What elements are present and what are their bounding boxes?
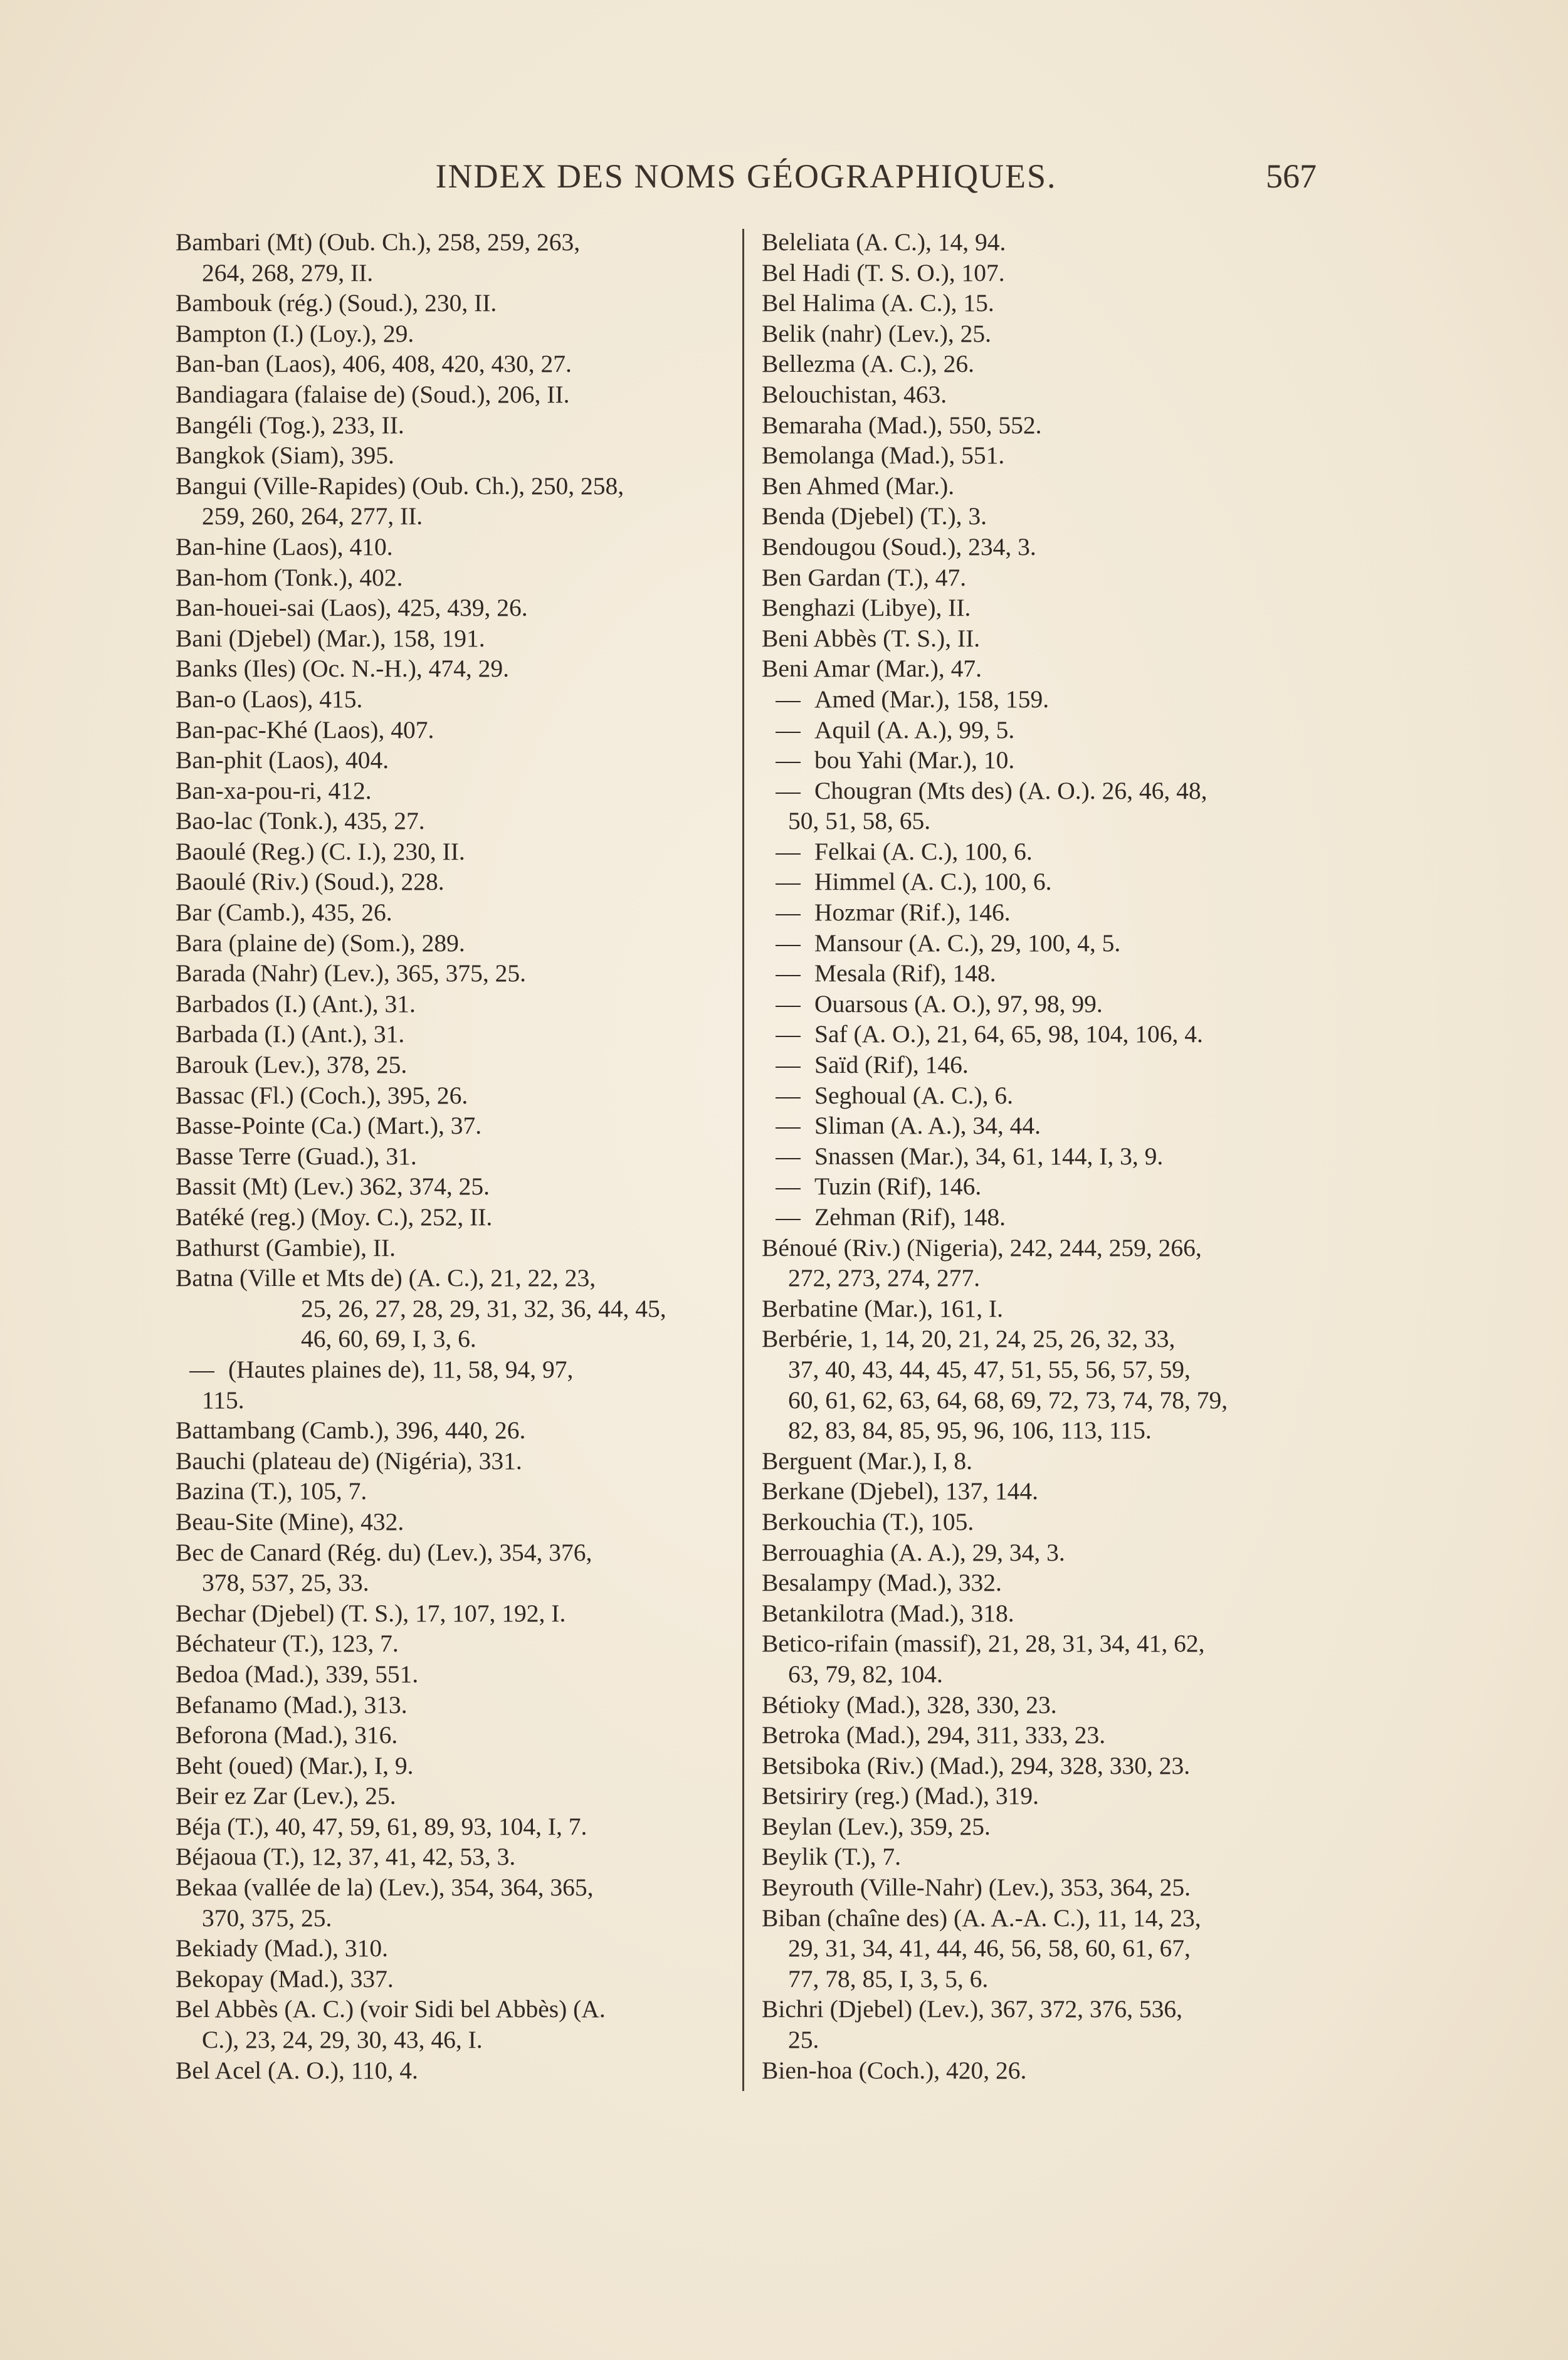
index-entry	[762, 1050, 1320, 1080]
index-entry	[176, 989, 740, 1019]
index-entry	[762, 867, 1320, 897]
index-entry-line: Batna (Ville et Mts de) (A. C.), 21, 22, 23,	[176, 1264, 596, 1292]
index-entry	[762, 1751, 1320, 1781]
index-entry-line	[762, 928, 1320, 959]
running-title: INDEX DES NOMS GÉOGRAPHIQUES.	[435, 157, 1057, 195]
index-entry	[176, 1690, 740, 1720]
index-entry	[762, 1110, 1320, 1141]
index-entry-line: Bangui (Ville-Rapides) (Oub. Ch.), 250, 258,	[176, 471, 624, 500]
index-entry-line: Bani (Djebel) (Mar.), 158, 191.	[176, 624, 485, 652]
index-entry	[762, 288, 1320, 319]
index-entry	[762, 562, 1320, 593]
index-entry-continuation: 272, 273, 274, 277.	[788, 1264, 981, 1292]
index-entry	[762, 1994, 1320, 2055]
index-entry-line: Betico-rifain (massif), 21, 28, 31, 34, 41, 62,	[762, 1630, 1205, 1658]
ditto-dash: —	[776, 1051, 801, 1079]
ditto-dash: —	[776, 1142, 801, 1170]
index-entry-line	[762, 715, 1320, 745]
index-entry-line: Bangéli (Tog.), 233, II.	[176, 411, 404, 439]
index-entry	[762, 653, 1320, 684]
index-entry-line: Beni Amar (Mar.), 47.	[762, 655, 982, 683]
index-entry	[762, 1476, 1320, 1507]
index-entry	[176, 1263, 740, 1354]
index-entry	[176, 836, 740, 867]
index-entry	[762, 836, 1320, 867]
index-entry-continuation: 264, 268, 279, II.	[202, 258, 374, 287]
index-entry	[762, 928, 1320, 959]
index-entry-line: Bangkok (Siam), 395.	[176, 441, 394, 470]
index-entry-line: Bekaa (vallée de la) (Lev.), 354, 364, 365,	[176, 1873, 594, 1902]
index-entry	[762, 1202, 1320, 1233]
index-entry-text: Felkai (A. C.), 100, 6.	[814, 837, 1033, 865]
index-entry	[176, 1964, 740, 1994]
ditto-dash: —	[776, 989, 801, 1018]
ditto-dash: —	[776, 898, 801, 927]
index-entry-line	[762, 776, 1320, 806]
index-entry	[176, 1720, 740, 1751]
index-entry	[176, 1537, 740, 1598]
index-entry	[176, 1019, 740, 1050]
index-entry-line: Barbada (I.) (Ant.), 31.	[176, 1020, 405, 1048]
index-entry-line: Bechar (Djebel) (T. S.), 17, 107, 192, I.	[176, 1599, 566, 1627]
index-entry-line: Beir ez Zar (Lev.), 25.	[176, 1782, 396, 1810]
index-entry	[762, 1507, 1320, 1537]
index-entry	[762, 258, 1320, 288]
index-entry	[176, 2055, 740, 2086]
index-entry	[762, 958, 1320, 989]
index-entry-line: Barada (Nahr) (Lev.), 365, 375, 25.	[176, 959, 527, 988]
index-entry-line	[762, 897, 1320, 928]
index-entry	[762, 684, 1320, 715]
index-entry-line: Beylik (T.), 7.	[762, 1843, 901, 1871]
index-entry-line: Betroka (Mad.), 294, 311, 333, 23.	[762, 1721, 1106, 1749]
index-entry-line: Bao-lac (Tonk.), 435, 27.	[176, 807, 425, 835]
ditto-dash: —	[776, 1112, 801, 1140]
index-entry	[176, 958, 740, 989]
ditto-dash: —	[776, 715, 801, 744]
index-entry	[176, 776, 740, 806]
index-entry-continuation: 60, 61, 62, 63, 64, 68, 69, 72, 73, 74, 78, 79,	[788, 1386, 1228, 1414]
index-entry	[176, 288, 740, 319]
index-entry-line: Bellezma (A. C.), 26.	[762, 350, 974, 378]
index-entry-line	[762, 1080, 1320, 1111]
index-entry-line	[762, 1171, 1320, 1202]
index-entry	[176, 227, 740, 288]
index-entry-line: Ban-xa-pou-ri, 412.	[176, 776, 372, 804]
index-entry-line: Bel Acel (A. O.), 110, 4.	[176, 2056, 418, 2084]
index-entry	[762, 1598, 1320, 1629]
index-entry	[762, 1903, 1320, 1994]
index-entry	[176, 471, 740, 532]
index-entry	[762, 1781, 1320, 1811]
index-entry-text: Seghoual (A. C.), 6.	[814, 1081, 1014, 1109]
index-entry-line: Besalampy (Mad.), 332.	[762, 1569, 1002, 1597]
index-entry-line: Ban-houei-sai (Laos), 425, 439, 26.	[176, 594, 528, 622]
index-entry-line: Bec de Canard (Rég. du) (Lev.), 354, 376,	[176, 1538, 592, 1566]
index-entry-line	[762, 836, 1320, 867]
index-entry	[176, 745, 740, 776]
index-entry	[762, 715, 1320, 745]
index-entry-text: Aquil (A. A.), 99, 5.	[814, 715, 1015, 744]
index-entry-line: Ban-phit (Laos), 404.	[176, 746, 389, 774]
ditto-dash: —	[776, 868, 801, 896]
index-entry	[762, 471, 1320, 502]
index-entry	[762, 776, 1320, 836]
index-entry-line: Basse-Pointe (Ca.) (Mart.), 37.	[176, 1112, 482, 1140]
index-entry	[762, 1141, 1320, 1172]
index-entry	[176, 1659, 740, 1690]
index-entry-line: Beylan (Lev.), 359, 25.	[762, 1812, 991, 1840]
index-entry	[176, 1872, 740, 1933]
index-entry	[762, 1171, 1320, 1202]
index-entry-continuation: 25, 26, 27, 28, 29, 31, 32, 36, 44, 45,	[301, 1294, 666, 1322]
index-entry	[176, 1841, 740, 1872]
index-entry	[762, 1811, 1320, 1842]
index-entry-line: Bara (plaine de) (Som.), 289.	[176, 929, 465, 957]
index-entry-line: Baoulé (Riv.) (Soud.), 228.	[176, 868, 445, 896]
index-entry	[762, 745, 1320, 776]
index-entry	[762, 1324, 1320, 1445]
index-entry	[176, 319, 740, 349]
index-entry-line: Baoulé (Reg.) (C. I.), 230, II.	[176, 837, 465, 865]
index-entry-line: Bassac (Fl.) (Coch.), 395, 26.	[176, 1081, 468, 1109]
index-entry	[762, 1567, 1320, 1598]
index-entry-line: Bathurst (Gambie), II.	[176, 1233, 396, 1262]
index-entry	[176, 684, 740, 715]
index-entry-line: Bekiady (Mad.), 310.	[176, 1934, 388, 1962]
index-entry	[762, 410, 1320, 441]
index-entry-line: Berrouaghia (A. A.), 29, 34, 3.	[762, 1538, 1065, 1566]
index-entry-continuation: 370, 375, 25.	[202, 1904, 332, 1932]
index-entry	[176, 1050, 740, 1080]
index-entry-line: Belouchistan, 463.	[762, 380, 947, 408]
index-entry-line: Bemaraha (Mad.), 550, 552.	[762, 411, 1042, 439]
index-entry-line: Beleliata (A. C.), 14, 94.	[762, 228, 1006, 256]
index-entry	[176, 1811, 740, 1842]
index-entry-line: Bemolanga (Mad.), 551.	[762, 441, 1005, 470]
index-entry-line: Beau-Site (Mine), 432.	[176, 1507, 404, 1536]
index-entry	[176, 928, 740, 959]
index-entry-line: Berguent (Mar.), I, 8.	[762, 1446, 973, 1475]
ditto-dash: —	[189, 1355, 214, 1383]
index-entry	[762, 897, 1320, 928]
index-entry-line: Berbatine (Mar.), 161, I.	[762, 1294, 1004, 1322]
index-entry	[176, 1781, 740, 1811]
index-entry	[762, 501, 1320, 532]
index-entry	[176, 897, 740, 928]
index-entry-line: Betsiboka (Riv.) (Mad.), 294, 328, 330, 23.	[762, 1751, 1191, 1779]
index-entry-line: Bel Halima (A. C.), 15.	[762, 289, 994, 317]
index-entry-line: Bampton (I.) (Loy.), 29.	[176, 319, 414, 347]
index-entry-line: Béjaoua (T.), 12, 37, 41, 42, 53, 3.	[176, 1843, 516, 1871]
index-entry-line: Ban-hom (Tonk.), 402.	[176, 563, 403, 591]
ditto-dash: —	[776, 1172, 801, 1201]
index-entry-line: Banks (Iles) (Oc. N.-H.), 474, 29.	[176, 655, 510, 683]
index-entry	[176, 715, 740, 745]
index-entry	[762, 593, 1320, 623]
index-entry	[176, 806, 740, 836]
index-entry-line	[762, 745, 1320, 776]
index-entry	[762, 379, 1320, 410]
index-entry-line: Béja (T.), 40, 47, 59, 61, 89, 93, 104, I, 7.	[176, 1812, 587, 1840]
index-entry-line	[762, 1110, 1320, 1141]
index-entry-line: Bedoa (Mad.), 339, 551.	[176, 1660, 419, 1688]
index-entry	[176, 1933, 740, 1964]
index-entry-line: Barbados (I.) (Ant.), 31.	[176, 989, 416, 1018]
index-entry-line: Ben Gardan (T.), 47.	[762, 563, 967, 591]
index-entry-text: Ouarsous (A. O.), 97, 98, 99.	[814, 989, 1103, 1018]
index-entry	[176, 593, 740, 623]
index-entry	[762, 1841, 1320, 1872]
index-entry-text: Mesala (Rif), 148.	[814, 959, 996, 988]
index-entry-line: Bekopay (Mad.), 337.	[176, 1964, 394, 1993]
index-entry-line: Battambang (Camb.), 396, 440, 26.	[176, 1416, 526, 1445]
index-entry-line: Bar (Camb.), 435, 26.	[176, 898, 392, 927]
index-entry-line: Bendougou (Soud.), 234, 3.	[762, 532, 1036, 561]
index-entry	[176, 1994, 740, 2055]
index-entry	[762, 1872, 1320, 1903]
index-entry	[762, 1537, 1320, 1568]
index-entry-continuation: 50, 51, 58, 65.	[788, 807, 931, 835]
column-divider	[742, 229, 744, 2091]
ditto-dash: —	[776, 837, 801, 865]
index-entry-line: Betankilotra (Mad.), 318.	[762, 1599, 1014, 1627]
index-entry-continuation: 29, 31, 34, 41, 44, 46, 56, 58, 60, 61, 67,	[788, 1934, 1191, 1962]
index-entry-line: Berkouchia (T.), 105.	[762, 1507, 974, 1536]
index-entry-line: Beht (oued) (Mar.), I, 9.	[176, 1751, 414, 1779]
index-entry	[176, 1141, 740, 1172]
page-number: 567	[1266, 157, 1317, 195]
index-entry-line: Ben Ahmed (Mar.).	[762, 471, 955, 500]
index-entry-text: Hozmar (Rif.), 146.	[814, 898, 1011, 927]
ditto-dash: —	[776, 959, 801, 988]
index-entry	[762, 1690, 1320, 1720]
index-entry-continuation: 37, 40, 43, 44, 45, 47, 51, 55, 56, 57, 59,	[788, 1355, 1191, 1383]
index-entry-line: Berbérie, 1, 14, 20, 21, 24, 25, 26, 32, 33,	[762, 1325, 1176, 1353]
index-entry	[176, 653, 740, 684]
index-entry	[176, 1233, 740, 1263]
index-entry-line	[762, 867, 1320, 897]
index-entry	[176, 1751, 740, 1781]
index-entry-line: Ban-ban (Laos), 406, 408, 420, 430, 27.	[176, 350, 572, 378]
index-entry	[762, 989, 1320, 1019]
index-entry-line	[762, 1141, 1320, 1172]
index-entry-text: Sliman (A. A.), 34, 44.	[814, 1112, 1041, 1140]
index-entry	[176, 1628, 740, 1659]
index-entry-text: Chougran (Mts des) (A. O.). 26, 46, 48,	[814, 776, 1208, 804]
index-entry-line: Benda (Djebel) (T.), 3.	[762, 502, 987, 530]
index-entry-text: Amed (Mar.), 158, 159.	[814, 685, 1050, 713]
index-entry-line: Berkane (Djebel), 137, 144.	[762, 1477, 1038, 1505]
index-entry	[762, 1019, 1320, 1050]
index-entry	[762, 532, 1320, 562]
index-entry-line: Belik (nahr) (Lev.), 25.	[762, 319, 991, 347]
index-entry-line	[762, 1050, 1320, 1080]
index-entry-line: Befanamo (Mad.), 313.	[176, 1690, 408, 1719]
index-entry	[176, 1110, 740, 1141]
index-entry-line: Béchateur (T.), 123, 7.	[176, 1630, 399, 1658]
index-entry-text: (Hautes plaines de), 11, 58, 94, 97,	[228, 1355, 574, 1383]
index-entry	[762, 1293, 1320, 1324]
index-entry	[176, 1598, 740, 1629]
index-entry-text: Zehman (Rif), 148.	[814, 1203, 1006, 1231]
index-entry-line: Bambouk (rég.) (Soud.), 230, II.	[176, 289, 497, 317]
index-entry	[176, 1476, 740, 1507]
index-entry-line: Bien-hoa (Coch.), 420, 26.	[762, 2056, 1027, 2084]
index-column-left	[176, 227, 740, 2085]
index-entry	[762, 1628, 1320, 1689]
index-entry	[762, 227, 1320, 258]
index-entry	[176, 1507, 740, 1537]
index-entry-text: Mansour (A. C.), 29, 100, 4, 5.	[814, 929, 1121, 957]
index-entry	[762, 2055, 1320, 2086]
index-entry-line	[762, 1202, 1320, 1233]
index-entry-line: Bel Hadi (T. S. O.), 107.	[762, 258, 1005, 287]
index-entry	[762, 623, 1320, 654]
index-entry-line: Bassit (Mt) (Lev.) 362, 374, 25.	[176, 1172, 490, 1201]
index-entry-continuation: 63, 79, 82, 104.	[788, 1660, 943, 1688]
index-entry-continuation: 46, 60, 69, I, 3, 6.	[301, 1325, 476, 1353]
index-entry	[176, 1354, 740, 1415]
index-entry-line	[762, 684, 1320, 715]
index-entry	[176, 379, 740, 410]
index-entry-line	[762, 958, 1320, 989]
index-entry	[176, 1415, 740, 1446]
index-entry-text: Saïd (Rif), 146.	[814, 1051, 969, 1079]
index-entry	[176, 1080, 740, 1111]
index-entry	[762, 1233, 1320, 1293]
index-entry-text: Snassen (Mar.), 34, 61, 144, I, 3, 9.	[814, 1142, 1164, 1170]
index-entry-line: Betsiriry (reg.) (Mad.), 319.	[762, 1782, 1039, 1810]
index-entry	[762, 1720, 1320, 1751]
index-entry-line: Batéké (reg.) (Moy. C.), 252, II.	[176, 1203, 493, 1231]
index-entry-line	[176, 1354, 740, 1385]
index-entry	[176, 623, 740, 654]
index-entry	[176, 867, 740, 897]
ditto-dash: —	[776, 1081, 801, 1109]
index-entry-continuation: 82, 83, 84, 85, 95, 96, 106, 113, 115.	[788, 1416, 1152, 1445]
index-entry-line: Bauchi (plateau de) (Nigéria), 331.	[176, 1446, 522, 1475]
index-entry-line	[762, 1019, 1320, 1050]
ditto-dash: —	[776, 1020, 801, 1048]
index-entry-line: Biban (chaîne des) (A. A.-A. C.), 11, 14, 23,	[762, 1904, 1201, 1932]
index-entry-line: Ban-hine (Laos), 410.	[176, 532, 393, 561]
index-entry-continuation: 378, 537, 25, 33.	[202, 1569, 369, 1597]
index-entry	[762, 1446, 1320, 1477]
index-entry-text: Tuzin (Rif), 146.	[814, 1172, 982, 1201]
index-entry-line: Barouk (Lev.), 378, 25.	[176, 1051, 408, 1079]
index-entry-line: Benghazi (Libye), II.	[762, 594, 971, 622]
index-entry-continuation: 115.	[202, 1386, 245, 1414]
index-entry-continuation: 25.	[788, 2026, 819, 2054]
index-entry	[762, 319, 1320, 349]
index-entry-line: Bambari (Mt) (Oub. Ch.), 258, 259, 263,	[176, 228, 581, 256]
index-entry-line: Bel Abbès (A. C.) (voir Sidi bel Abbès) (A.	[176, 1995, 606, 2023]
index-entry-line: Basse Terre (Guad.), 31.	[176, 1142, 417, 1170]
index-entry-text: Saf (A. O.), 21, 64, 65, 98, 104, 106, 4.	[814, 1020, 1203, 1048]
index-entry-text: bou Yahi (Mar.), 10.	[814, 746, 1015, 774]
index-entry-line: Beyrouth (Ville-Nahr) (Lev.), 353, 364, 25.	[762, 1873, 1191, 1902]
index-entry	[176, 349, 740, 379]
index-entry-line	[762, 989, 1320, 1019]
index-entry	[176, 562, 740, 593]
ditto-dash: —	[776, 685, 801, 713]
index-entry-line: Beni Abbès (T. S.), II.	[762, 624, 981, 652]
index-column-right	[762, 227, 1320, 2085]
index-entry-line: Ban-pac-Khé (Laos), 407.	[176, 715, 434, 744]
index-entry	[176, 1171, 740, 1202]
index-entry-continuation: C.), 23, 24, 29, 30, 43, 46, I.	[202, 2026, 483, 2054]
index-entry-continuation: 77, 78, 85, I, 3, 5, 6.	[788, 1964, 989, 1993]
ditto-dash: —	[776, 776, 801, 804]
index-entry-line: Bichri (Djebel) (Lev.), 367, 372, 376, 536,	[762, 1995, 1182, 2023]
ditto-dash: —	[776, 746, 801, 774]
index-entry-line: Ban-o (Laos), 415.	[176, 685, 363, 713]
index-entry	[762, 440, 1320, 471]
index-entry	[176, 440, 740, 471]
page-header	[176, 157, 1317, 207]
index-entry-continuation: 259, 260, 264, 277, II.	[202, 502, 423, 530]
ditto-dash: —	[776, 1203, 801, 1231]
index-entry	[176, 1446, 740, 1477]
index-entry	[762, 1080, 1320, 1111]
index-entry-line: Beforona (Mad.), 316.	[176, 1721, 398, 1749]
index-entry-line: Bétioky (Mad.), 328, 330, 23.	[762, 1690, 1057, 1719]
index-entry	[176, 1202, 740, 1233]
index-entry-line: Bazina (T.), 105, 7.	[176, 1477, 367, 1505]
index-entry	[176, 532, 740, 562]
index-entry-line: Bandiagara (falaise de) (Soud.), 206, II.	[176, 380, 570, 408]
index-entry	[176, 410, 740, 441]
index-entry	[762, 349, 1320, 379]
index-entry-text: Himmel (A. C.), 100, 6.	[814, 868, 1052, 896]
ditto-dash: —	[776, 929, 801, 957]
index-entry-line: Bénoué (Riv.) (Nigeria), 242, 244, 259, 266,	[762, 1233, 1202, 1262]
